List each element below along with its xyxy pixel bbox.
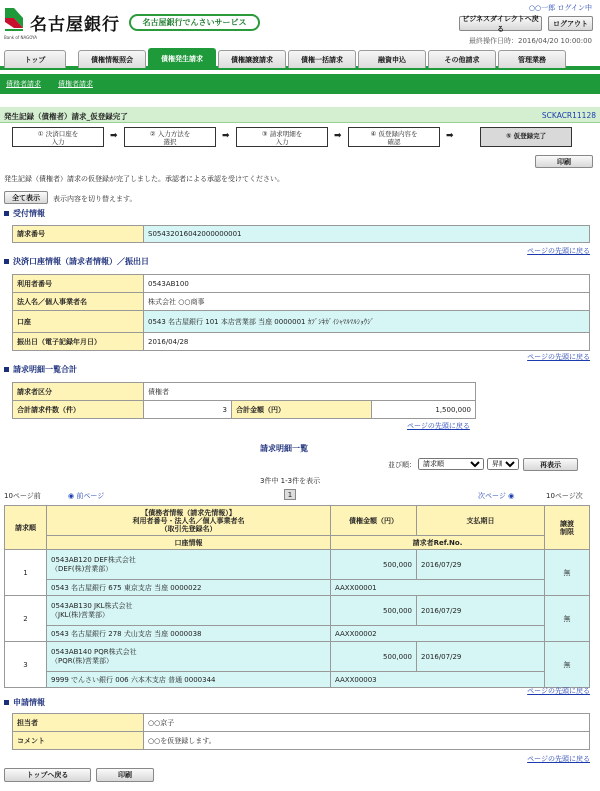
screen-code: SCKACR11128 bbox=[541, 111, 596, 120]
list-heading: 請求明細一覧 bbox=[260, 444, 308, 453]
staff-value: ○○京子 bbox=[144, 714, 590, 732]
account-label: 利用者番号 bbox=[13, 275, 144, 293]
section-reception bbox=[4, 208, 45, 219]
sort-label: 並び順： bbox=[388, 461, 416, 469]
row-date: 2016/07/29 bbox=[417, 596, 545, 626]
col-header-date: 支払期日 bbox=[417, 506, 545, 536]
comment-label: コメント bbox=[13, 732, 144, 750]
account-value: 0543AB100 bbox=[144, 275, 590, 293]
row-debtor: 0543AB120 DEF株式会社 （DEF(株)営業部） bbox=[47, 550, 331, 580]
radio-icon: ◉ bbox=[68, 492, 77, 500]
section-account bbox=[4, 256, 149, 267]
row-no: 1 bbox=[5, 550, 47, 596]
requester-type-value: 債権者 bbox=[144, 383, 476, 401]
tab-transfer-request[interactable]: 債権譲渡請求 bbox=[218, 50, 286, 68]
row-ref: AAXX00001 bbox=[331, 580, 545, 596]
back-to-top-link[interactable]: ページの先頭に戻る bbox=[527, 353, 590, 361]
row-ref: AAXX00003 bbox=[331, 672, 545, 688]
tab-admin[interactable]: 管理業務 bbox=[498, 50, 566, 68]
user-status: ○○一郎 ログイン中 bbox=[528, 4, 592, 12]
last-operation-time: 最終操作日時：2016/04/20 10:00:00 bbox=[468, 37, 592, 45]
tab-top[interactable]: トップ bbox=[4, 50, 66, 68]
sort-select[interactable] bbox=[418, 458, 484, 470]
section-account-title: 決済口座情報（請求者情報）／振出日 bbox=[13, 257, 149, 266]
next-page[interactable] bbox=[478, 491, 514, 501]
print-button-top[interactable]: 印刷 bbox=[535, 155, 593, 168]
row-no: 3 bbox=[5, 642, 47, 688]
row-account: 0543 名古屋銀行 675 東京支店 当座 0000022 bbox=[47, 580, 331, 596]
section-application bbox=[4, 697, 45, 708]
col-header-no: 請求順 bbox=[5, 506, 47, 550]
step-arrow-icon: ➡ bbox=[110, 131, 118, 141]
account-label: 口座 bbox=[13, 311, 144, 333]
row-debtor: 0543AB140 PQR株式会社 （PQR(株)営業部） bbox=[47, 642, 331, 672]
col-header-limit: 譲渡 制限 bbox=[545, 506, 590, 550]
row-limit: 無 bbox=[545, 596, 590, 642]
next-10-pages: 10ページ次 bbox=[546, 492, 583, 500]
business-direct-button[interactable]: ビジネスダイレクトへ戻る bbox=[459, 16, 542, 31]
print-button-bottom[interactable]: 印刷 bbox=[96, 768, 154, 782]
col-header-ref: 請求者Ref.No. bbox=[331, 536, 545, 550]
table-row bbox=[5, 642, 590, 672]
step-3: ③ 請求明細を 入力 bbox=[236, 127, 328, 147]
page-title-bar bbox=[0, 107, 600, 123]
row-no: 2 bbox=[5, 596, 47, 642]
account-label: 法人名／個人事業者名 bbox=[13, 293, 144, 311]
step-5-current: ⑤ 仮登録完了 bbox=[480, 127, 572, 147]
row-ref: AAXX00002 bbox=[331, 626, 545, 642]
col-header-account: 口座情報 bbox=[47, 536, 331, 550]
redisplay-button[interactable]: 再表示 bbox=[523, 458, 578, 471]
section-reception-title: 受付情報 bbox=[13, 209, 45, 218]
next-page-label: 次ページ bbox=[478, 492, 506, 500]
show-all-description: 表示内容を切り替えます。 bbox=[53, 195, 137, 203]
result-count: 3件中 1-3件を表示 bbox=[260, 477, 321, 485]
table-row bbox=[5, 550, 590, 580]
bank-name: 名古屋銀行 bbox=[30, 15, 120, 35]
back-to-top-button[interactable]: トップへ戻る bbox=[4, 768, 91, 782]
section-summary-title: 請求明細一覧合計 bbox=[13, 365, 77, 374]
tab-inquiry[interactable]: 債権情報照会 bbox=[78, 50, 146, 68]
total-amount-value: 1,500,000 bbox=[372, 401, 476, 419]
prev-page-label: 前ページ bbox=[76, 492, 105, 500]
back-to-top-link[interactable]: ページの先頭に戻る bbox=[527, 755, 590, 763]
step-arrow-icon: ➡ bbox=[222, 131, 230, 141]
back-to-top-link[interactable]: ページの先頭に戻る bbox=[527, 687, 590, 695]
row-date: 2016/07/29 bbox=[417, 550, 545, 580]
row-limit: 無 bbox=[545, 550, 590, 596]
row-debtor: 0543AB130 JKL株式会社 （JKL(株)営業部） bbox=[47, 596, 331, 626]
row-amount: 500,000 bbox=[331, 550, 417, 580]
section-application-title: 申請情報 bbox=[13, 698, 45, 707]
completion-message: 発生記録（債権者）請求の仮登録が完了しました。承認者による承認を受けてください。 bbox=[4, 175, 284, 183]
account-value: 0543 名古屋銀行 101 本店営業部 当座 0000001 ｶﾌﾞｼｷｶﾞｲｼｬﾏﾙﾏﾙｼｮｳｼﾞ bbox=[144, 311, 590, 333]
main-tabs bbox=[0, 48, 600, 70]
step-4: ④ 仮登録内容を 確認 bbox=[348, 127, 440, 147]
prev-10-pages: 10ページ前 bbox=[4, 492, 41, 500]
show-all-button[interactable]: 全て表示 bbox=[4, 191, 48, 204]
total-amount-label: 合計金額（円） bbox=[232, 401, 372, 419]
col-header-debtor: 【債務者情報（請求先情報）】 利用者番号・法人名／個人事業者名 （取引先登録名） bbox=[47, 506, 331, 536]
back-to-top-link[interactable]: ページの先頭に戻る bbox=[407, 422, 470, 430]
row-date: 2016/07/29 bbox=[417, 642, 545, 672]
logout-button[interactable]: ログアウト bbox=[548, 16, 593, 31]
staff-label: 担当者 bbox=[13, 714, 144, 732]
subnav-debtor-request[interactable]: 債務者請求 bbox=[6, 80, 41, 88]
logo-subtext: Bank of NAGOYA bbox=[4, 35, 38, 40]
order-select[interactable] bbox=[487, 458, 519, 470]
row-limit: 無 bbox=[545, 642, 590, 688]
subnav-creditor-request[interactable]: 債権者請求 bbox=[58, 80, 93, 88]
sub-navigation bbox=[0, 74, 600, 94]
tab-other-request[interactable]: その他請求 bbox=[428, 50, 496, 68]
section-summary bbox=[4, 364, 77, 375]
account-value: 株式会社 ○○商事 bbox=[144, 293, 590, 311]
tab-issue-request[interactable]: 債権発生請求 bbox=[148, 48, 216, 68]
bank-logo-icon bbox=[5, 8, 23, 34]
row-account: 0543 名古屋銀行 278 犬山支店 当座 0000038 bbox=[47, 626, 331, 642]
step-arrow-icon: ➡ bbox=[334, 131, 342, 141]
account-value: 2016/04/28 bbox=[144, 333, 590, 351]
prev-page[interactable] bbox=[68, 491, 104, 501]
tab-bulk-request[interactable]: 債権一括請求 bbox=[288, 50, 356, 68]
requester-type-label: 請求者区分 bbox=[13, 383, 144, 401]
step-1: ① 決済口座を 入力 bbox=[12, 127, 104, 147]
col-header-amount: 債権金額（円） bbox=[331, 506, 417, 536]
total-count-label: 合計請求件数（件） bbox=[13, 401, 144, 419]
total-count-value: 3 bbox=[144, 401, 232, 419]
service-name-badge: 名古屋銀行でんさいサービス bbox=[129, 14, 260, 31]
page-title: 発生記録（債権者）請求_仮登録完了 bbox=[4, 112, 128, 121]
step-arrow-icon: ➡ bbox=[446, 131, 454, 141]
row-account: 9999 でんさい銀行 006 六本木支店 普通 0000344 bbox=[47, 672, 331, 688]
table-row bbox=[5, 596, 590, 626]
radio-icon: ◉ bbox=[505, 492, 515, 500]
step-2: ② 入力方法を 選択 bbox=[124, 127, 216, 147]
request-number-value: S05432016042000000001 bbox=[144, 226, 590, 243]
row-amount: 500,000 bbox=[331, 642, 417, 672]
request-number-label: 請求番号 bbox=[13, 226, 144, 243]
back-to-top-link[interactable]: ページの先頭に戻る bbox=[527, 247, 590, 255]
account-label: 振出日（電子記録年月日） bbox=[13, 333, 144, 351]
row-amount: 500,000 bbox=[331, 596, 417, 626]
request-list-table bbox=[4, 505, 590, 688]
page-number-button[interactable]: 1 bbox=[284, 489, 296, 500]
tab-loan-application[interactable]: 融資申込 bbox=[358, 50, 426, 68]
comment-value: ○○を仮登録します。 bbox=[144, 732, 590, 750]
